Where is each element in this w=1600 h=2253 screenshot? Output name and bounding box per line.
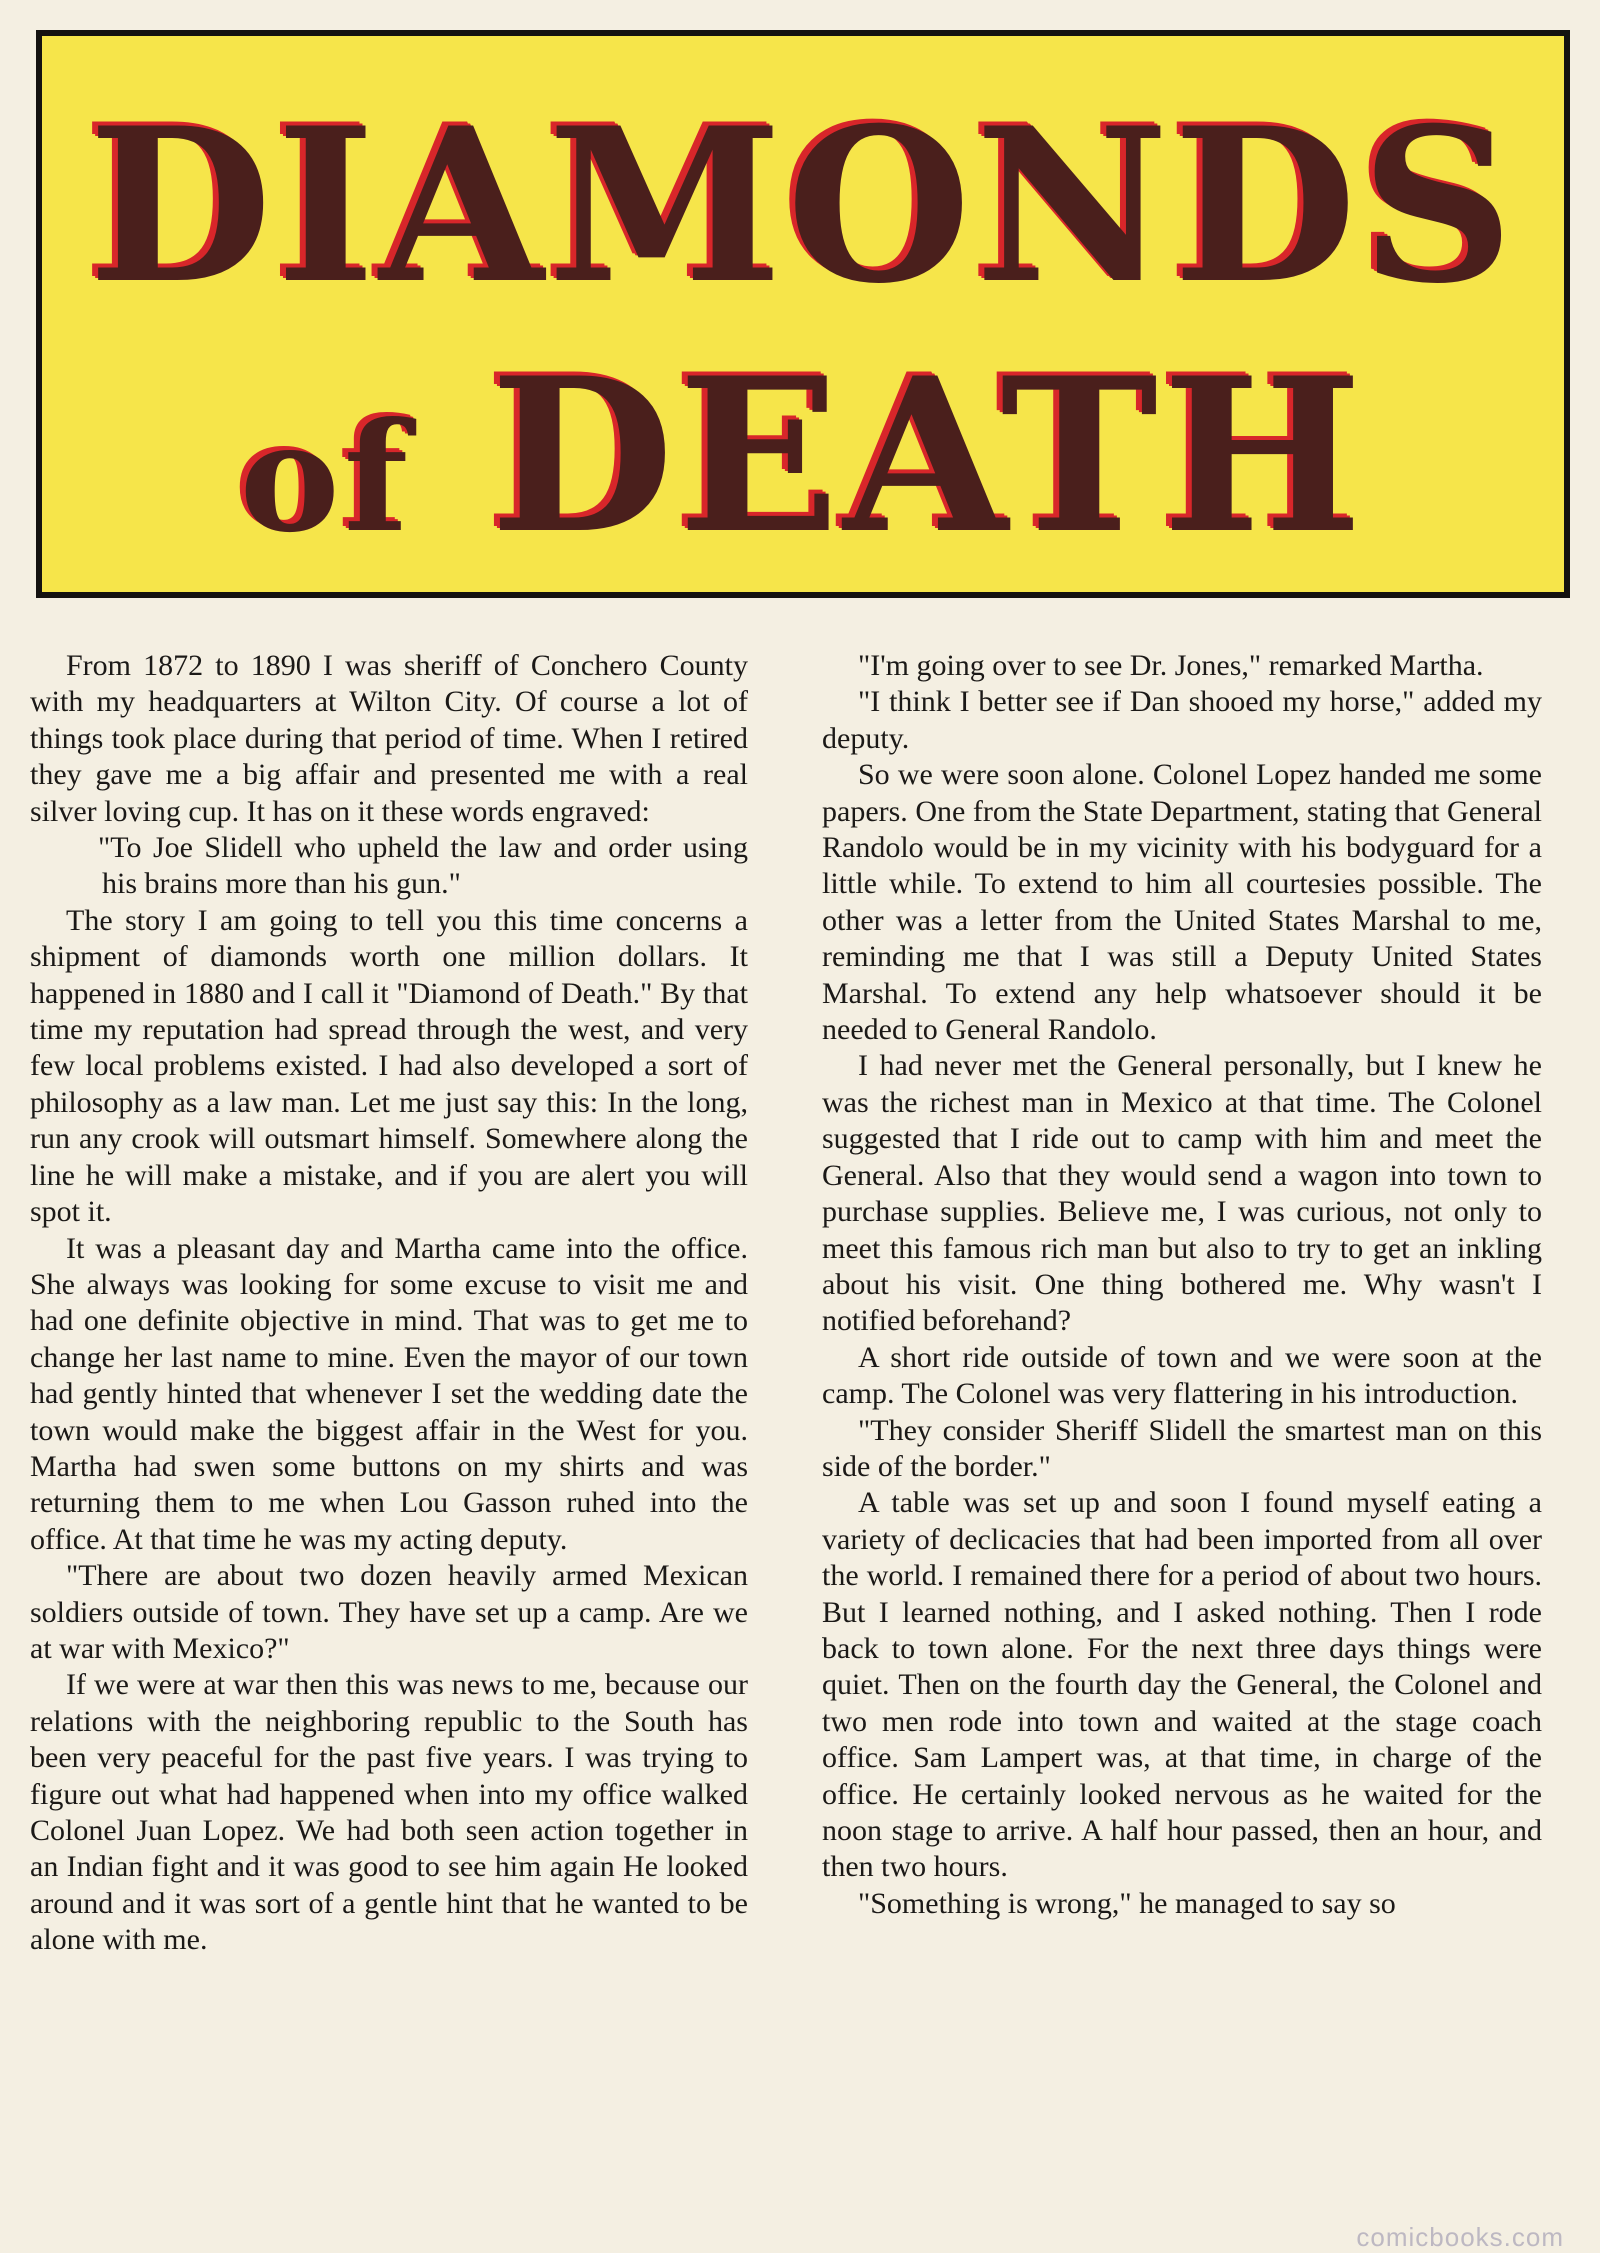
left-column: [30, 648, 748, 1959]
title-death: DEATH: [490, 331, 1367, 580]
title-line-1: DIAMONDS: [88, 81, 1518, 330]
right-column: [822, 648, 1542, 1922]
paragraph: "There are about two dozen heavily armed Mexican soldiers outside of town. They have set up a camp. Are we at war with Mexico?": [30, 1559, 748, 1665]
paragraph: From 1872 to 1890 I was sheriff of Conchero County with my headquarters at Wilton City. Of course a lot of things took place during that period of time. When I retired they gave me a big affair and presented me with a real silver loving cup. It has on it these words engraved:: [30, 649, 748, 828]
paragraph: So we were soon alone. Colonel Lopez handed me some papers. One from the State Department, stating that General Randolo would be in my vicinity with his bodyguard for a little while. To extend to him all courtesies possible. The other was a letter from the United States Marshal to me, reminding me that I was still a Deputy United States Marshal. To extend any help whatsoever should it be needed to General Randolo.: [822, 758, 1542, 1047]
paragraph: It was a pleasant day and Martha came into the office. She always was looking for some excuse to visit me and had one definite objective in mind. That was to get me to change her last name to mine. Even the mayor of our town had gently hinted that whenever I set the wedding date the town would make the biggest affair in the West for you. Martha had swen some buttons on my shirts and was returning them to me when Lou Gasson ruhed into the office. At that time he was my acting deputy.: [30, 1231, 748, 1556]
paragraph: If we were at war then this was news to me, because our relations with the neighboring republic to the South has been very peaceful for the past five years. I was trying to figure out what had happened when into my office walked Colonel Juan Lopez. We had both seen action together in an Indian fight and it was good to see him again He looked around and it was sort of a gentle hint that he wanted to be alone with me.: [30, 1668, 748, 1957]
paragraph: The story I am going to tell you this time concerns a shipment of diamonds worth one million dollars. It happened in 1880 and I call it "Diamond of Death." By that time my reputation had spread through the west, and very few local problems existed. I had also developed a sort of philosophy as a law man. Let me just say this: In the long, run any crook will outsmart himself. Somewhere along the line he will make a mistake, and if you are alert you will spot it.: [30, 903, 748, 1229]
watermark: comicbooks.com: [1356, 2222, 1564, 2252]
paragraph: "I'm going over to see Dr. Jones," remarked Martha.: [858, 649, 1484, 682]
title-banner: [36, 30, 1570, 598]
paragraph: A short ride outside of town and we were soon at the camp. The Colonel was very flattering in his introduction.: [822, 1340, 1542, 1411]
paragraph: "Something is wrong," he managed to say so: [858, 1886, 1396, 1920]
title-line-2: [42, 331, 1564, 598]
engraved-quote: "To Joe Slidell who upheld the law and order using his brains more than his gun.": [98, 831, 748, 901]
paragraph: "I think I better see if Dan shooed my horse," added my deputy.: [822, 685, 1542, 755]
paragraph: I had never met the General personally, but I knew he was the richest man in Mexico at that time. The Colonel suggested that I ride out to camp with him and meet the General. Also that they would send a wagon into town to purchase supplies. Believe me, I was curious, not only to meet this famous rich man but also to try to get an inkling about his visit. One thing bothered me. Why wasn't I notified beforehand?: [822, 1049, 1542, 1338]
title-of: of: [239, 390, 413, 566]
paragraph: A table was set up and soon I found myself eating a variety of declicacies that had been imported from all over the world. I remained there for a period of about two hours. But I learned nothing, and I asked nothing. Then I rode back to town alone. For the next three days things were quiet. Then on the fourth day the General, the Colonel and two men rode into town and waited at the stage coach office. Sam Lampert was, at that time, in charge of the office. He certainly looked nervous as he waited for the noon stage to arrive. A half hour passed, then an hour, and then two hours.: [822, 1486, 1542, 1884]
paragraph: "They consider Sheriff Slidell the smartest man on this side of the border.": [822, 1413, 1542, 1483]
